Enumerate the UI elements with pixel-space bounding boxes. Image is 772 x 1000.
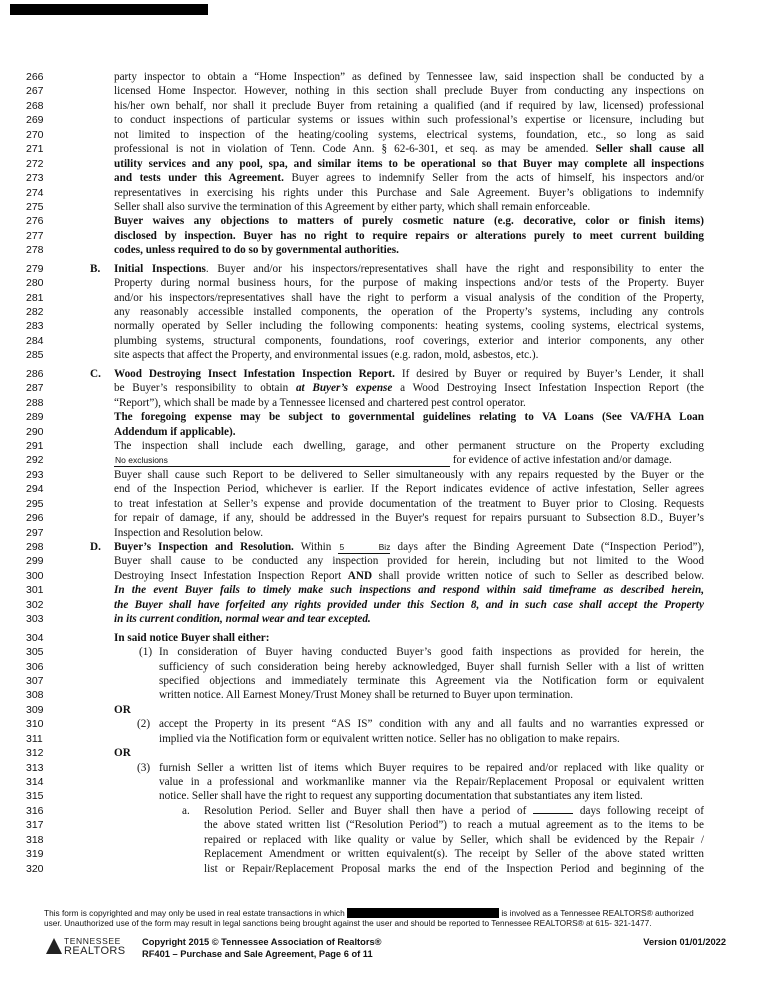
line-274: 274 representatives in exercising his rights under this Purchase and Sale Agreement. Buyer’s obligations to indemnify (26, 186, 704, 199)
line-296: 296 for repair of damage, if any, should be addressed in the Buyer's request for repairs pursuant to Subsection 8.D., Buyer’s (26, 512, 704, 525)
line-319: 319 Replacement Amendment or written equivalent(s). The receipt by Seller of the above stated written (26, 848, 704, 861)
line-292: 292 No exclusions for evidence of active infestation and/or damage. (26, 454, 672, 467)
line-279: 279 B. Initial Inspections. Buyer and/or his inspectors/representatives shall have the right and responsibility to enter the (26, 262, 705, 275)
line-302: 302 the Buyer shall have forfeited any rights provided under this Section 8, and in such case shall accept the Property (26, 598, 704, 611)
copyright-block: Copyright 2015 © Tennessee Association of Realtors® RF401 – Purchase and Sale Agreement, Page 6 of 11 (142, 937, 382, 959)
line-271: 271 professional is not in violation of Tenn. Code Ann. § 62-6-301, et seq. as may be amended. Seller shall cause all (26, 143, 705, 156)
line-284: 284 plumbing systems, structural components, foundations, roof coverings, exterior and interior components, any other (26, 334, 704, 347)
line-306: 306 sufficiency of such consideration being hereby acknowledged, Buyer shall furnish Seller with a list of written (26, 660, 704, 673)
line-294: 294 end of the Inspection Period, whichever is earlier. If the Report indicates evidence of active infestation, Seller agrees (26, 483, 704, 496)
line-288: 288 “Report”), which shall be made by a Tennessee licensed and chartered pest control operator. (26, 396, 526, 409)
line-315: 315 notice. Seller shall have the right to request any supporting documentation that substantiates any item listed. (26, 790, 643, 803)
line-287: 287 be Buyer’s responsibility to obtain at Buyer’s expense a Wood Destroying Insect Infestation Inspection Report (the (26, 382, 705, 395)
line-272: 272 utility services and any pool, spa, and similar items to be operational so that Buyer may complete all inspections (26, 157, 704, 170)
line-277: 277 disclosed by inspection. Buyer has no right to require repairs or alterations purely to meet current building (26, 229, 704, 242)
line-318: 318 repaired or replaced with like quality or value by Seller, which shall be evidenced by the Repair / (26, 833, 704, 846)
line-311: 311 implied via the Notification form or equivalent written notice. Seller has no obligation to make repairs. (26, 732, 620, 745)
line-290: 290 Addendum if applicable). (26, 425, 236, 438)
line-301: 301 In the event Buyer fails to timely make such inspections and respond within said timeframe as described herein, (26, 584, 704, 597)
line-268: 268 his/her own behalf, nor shall it preclude Buyer from retaining a qualified (and if required by law, licensed) professional (26, 99, 704, 112)
line-269: 269 to conduct inspections of particular systems or issues within such professional’s expertise or licensure, including but (26, 114, 704, 127)
line-267: 267 licensed Home Inspector. However, nothing in this section shall preclude Buyer from conducting any inspections on (26, 85, 704, 98)
line-316: 316 a. Resolution Period. Seller and Buyer shall then have a period of days following receipt of (26, 804, 704, 817)
line-297: 297 Inspection and Resolution below. (26, 526, 264, 539)
line-308: 308 written notice. All Earnest Money/Trust Money shall be returned to Buyer upon termination. (26, 689, 574, 702)
line-299: 299 Buyer shall cause to be conducted any inspection provided for herein, including but not limited to the Wood (26, 555, 704, 568)
line-276: 276 Buyer waives any objections to matters of purely cosmetic nature (e.g. decorative, color or finish items) (26, 215, 704, 228)
exclusions-field[interactable]: No exclusions (114, 455, 450, 467)
line-286: 286 C. Wood Destroying Insect Infestation Inspection Report. If desired by Buyer or required by Buyer’s Lender, it shall (26, 367, 705, 380)
line-314: 314 value in a professional and workmanlike manner via the Repair/Replacement Proposal or equivalent written (26, 776, 704, 788)
line-303: 303 in its current condition, normal wear and tear excepted. (26, 613, 371, 626)
line-295: 295 to treat infestation at Seller’s expense and provide documentation of the treatment to Buyer prior to Closing. Requests (26, 497, 704, 510)
line-282: 282 any reasonably accessible installed components, the operation of the Property’s systems, including any controls (26, 306, 704, 318)
line-266: 266 party inspector to obtain a “Home Inspection” as defined by Tennessee law, said inspection shall be conducted by a (26, 71, 704, 83)
resolution-days-field[interactable] (533, 813, 573, 814)
realtors-logo-icon (46, 938, 62, 954)
line-293: 293 Buyer shall cause such Report to be delivered to Seller simultaneously with any repairs requested by the Buyer or the (26, 468, 704, 481)
line-309: 309 OR (26, 703, 131, 716)
line-313: 313 (3) furnish Seller a written list of items which Buyer requires to be repaired and/or replaced with like quality or (26, 761, 704, 774)
line-317: 317 the above stated written list (“Resolution Period”) to reach a mutual agreement as to the items to be (26, 819, 704, 832)
inspection-days-field[interactable]: 5 Biz (339, 542, 391, 552)
line-310: 310 (2) accept the Property in its present “AS IS” condition with any and all faults and no warranties expressed or (26, 718, 704, 731)
line-289: 289 The foregoing expense may be subject to governmental guidelines relating to VA Loans (See VA/FHA Loan (26, 411, 704, 424)
line-305: 305 (1) In consideration of Buyer having conducted Buyer’s good faith inspections as provided for herein, the (26, 646, 704, 659)
redaction-bar-footer (347, 908, 499, 918)
tennessee-realtors-logo: TENNESSEE REALTORS (44, 936, 134, 958)
line-312: 312 OR (26, 747, 131, 760)
line-285: 285 site aspects that affect the Property, and environmental issues (e.g. radon, mold, asbestos, etc.). (26, 349, 539, 362)
line-307: 307 specified objections and immediately terminate this Agreement via the Notification form or equivalent (26, 674, 704, 687)
line-300: 300 Destroying Insect Infestation Inspection Report AND shall provide written notice of such to Seller as described below. (26, 569, 705, 582)
line-270: 270 not limited to inspection of the heating/cooling systems, electrical systems, foundation, etc., so long as said (26, 128, 704, 141)
copyright-notice-2: user. Unauthorized use of the form may result in legal sanctions being brought against the user and should be reported to Tennessee REALTORS® at 615- 321-1477. (44, 918, 652, 928)
line-304: 304 In said notice Buyer shall either: (26, 631, 270, 644)
line-278: 278 codes, unless required to do so by governmental authorities. (26, 244, 399, 257)
line-291: 291 The inspection shall include each dwelling, garage, and other permanent structure on the Property excluding (26, 439, 704, 452)
line-320: 320 list or Repair/Replacement Proposal marks the end of the Inspection Period and beginning of the (26, 862, 704, 875)
form-version: Version 01/01/2022 (643, 937, 726, 947)
line-283: 283 normally operated by Seller including the following components: heating systems, cooling systems, electrical systems, (26, 320, 704, 333)
copyright-notice: This form is copyrighted and may only be used in real estate transactions in which is involved as a Tennessee REALTORS® authorized (44, 908, 694, 918)
redaction-bar-top (10, 4, 208, 15)
page-footer (44, 908, 744, 959)
line-281: 281 and/or his inspectors/representatives shall have the right to perform a visual analysis of the condition of the Property, (26, 291, 704, 304)
line-298: 298 D. Buyer’s Inspection and Resolution. Within 5 Biz days after the Binding Agreement Date (“Inspection Period”), (26, 541, 704, 553)
line-273: 273 and tests under this Agreement. Buyer agrees to indemnify Seller from the acts of himself, his inspectors and/or (26, 172, 705, 185)
line-275: 275 Seller shall also survive the termination of this Agreement by either party, which shall remain enforceable. (26, 200, 591, 213)
document-body (0, 70, 772, 876)
line-280: 280 Property during normal business hours, for the purpose of making inspections and/or tests of the Property. Buyer (26, 277, 704, 290)
